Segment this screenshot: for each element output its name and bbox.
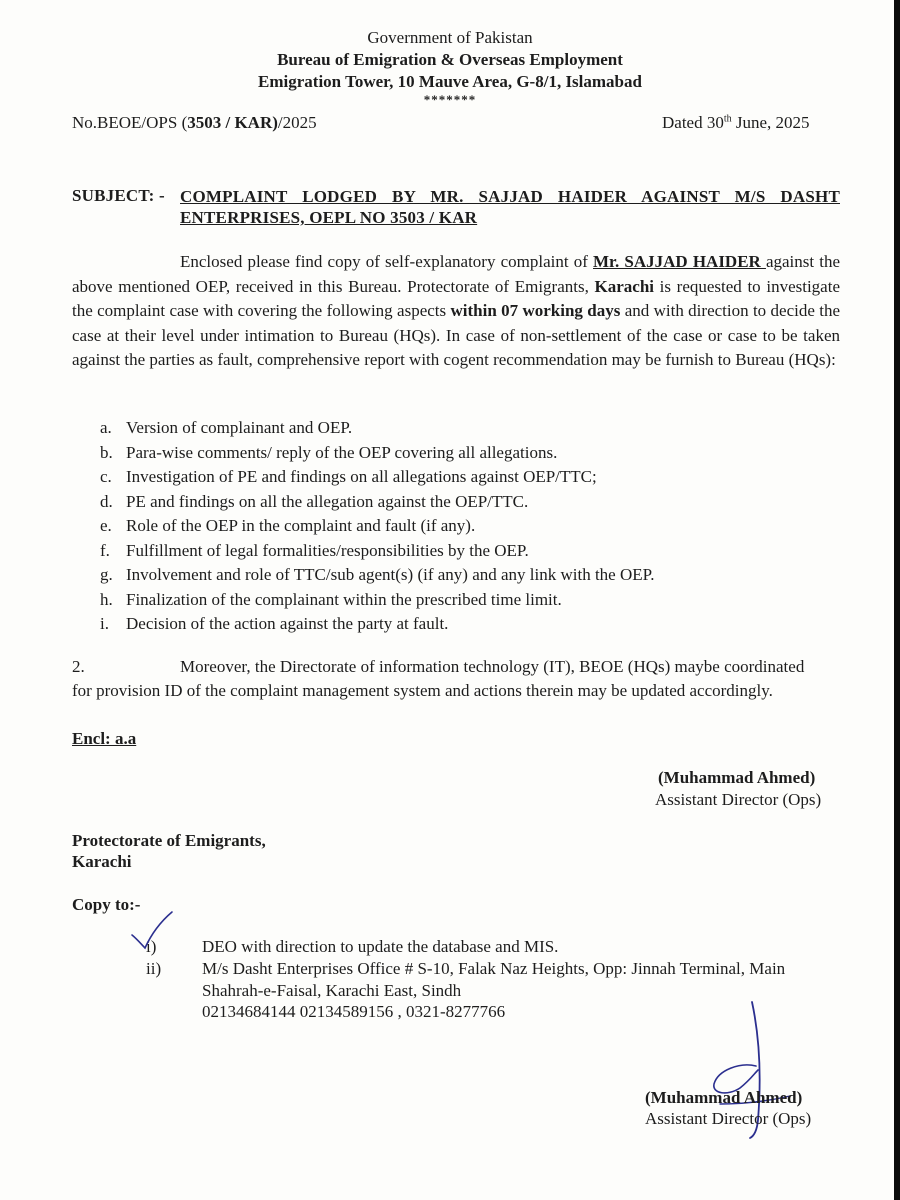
header-bureau: Bureau of Emigration & Overseas Employment [277,50,623,69]
list-item: i. Decision of the action against the party at fault. [100,614,449,633]
list-item: d. PE and findings on all the allegation against the OEP/TTC. [100,491,529,511]
body-paragraph-1: Enclosed please find copy of self-explanatory complaint of Mr. SAJJAD HAIDER against the above mentioned OEP, received in this Bureau. Protectorate of Emigrants, Karachi is requested to investigate the complaint case with covering the following aspects within 07 working days and with direction to decide the case at their level under intimation to Bureau (HQs). In case of non-settlement of the case or case to be taken against the parties as fault, comprehensive report with cogent recommendation may be furnish to Bureau (HQs): [72,252,841,369]
list-item: e. Role of the OEP in the complaint and fault (if any). [100,516,476,535]
list-item: h. Finalization of the complainant within the prescribed time limit. [100,589,562,609]
header-stars: ******* [423,92,477,107]
list-item: b. Para-wise comments/ reply of the OEP covering all allegations. [100,442,558,462]
checkmark-icon [128,908,178,954]
subject-label: SUBJECT: - [72,186,165,205]
header-address: Emigration Tower, 10 Mauve Area, G-8/1, Islamabad [258,72,642,91]
header-government: Government of Pakistan [367,28,533,47]
addressee-line-2: Karachi [72,852,132,871]
signatory-1-name: (Muhammad Ahmed) [658,768,816,787]
paragraph-2-number: 2. [72,657,85,676]
copy-to-item: i) DEO with direction to update the database and MIS. [146,937,559,956]
paragraph-2-line-1: Moreover, the Directorate of information technology (IT), BEOE (HQs) maybe coordinated [180,657,805,676]
copy-to-label: Copy to:- [72,895,141,914]
addressee-line-1: Protectorate of Emigrants, [72,831,266,850]
aspects-list [100,416,654,637]
signatory-1-title: Assistant Director (Ops) [655,790,822,809]
signatory-2-name: (Muhammad Ahmed) [645,1088,803,1107]
signatory-2-title: Assistant Director (Ops) [645,1109,812,1128]
list-item: f. Fulfillment of legal formalities/responsibilities by the OEP. [100,540,529,560]
reference-number: No.BEOE/OPS (3503 / KAR)/2025 [72,113,317,132]
subject-text: COMPLAINT LODGED BY MR. SAJJAD HAIDER AGAINST M/S DASHT ENTERPRISES, OEPL NO 3503 / KAR [180,187,840,227]
scan-edge [894,0,900,1200]
paragraph-2-line-2: for provision ID of the complaint management system and actions therein may be updated accordingly. [72,681,773,700]
list-item: g. Involvement and role of TTC/sub agent(s) (if any) and any link with the OEP. [100,565,655,584]
list-item: a. Version of complainant and OEP. [100,418,353,437]
letter-date: Dated 30th June, 2025 [662,113,810,132]
copy-to-item: ii) M/s Dasht Enterprises Office # S-10, Falak Naz Heights, Opp: Jinnah Terminal, Main Shahrah-e-Faisal, Karachi East, Sindh 02134684144 02134589156 , 0321-8277766 [146,959,786,1021]
enclosure-label: Encl: a.a [72,729,137,748]
list-item: c. Investigation of PE and findings on all allegations against OEP/TTC; [100,467,597,486]
